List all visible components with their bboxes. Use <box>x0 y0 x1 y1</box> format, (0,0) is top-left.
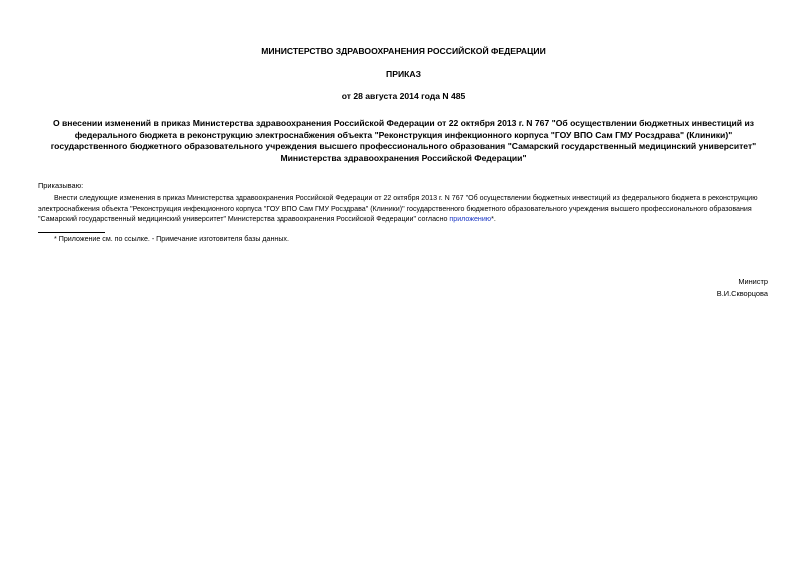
footnote-marker: *. <box>491 215 496 224</box>
document-title-line: Министерства здравоохранения Российской Федерации" <box>280 152 527 163</box>
document-title <box>30 118 777 164</box>
document-title-line: государственного бюджетного образовательного учреждения высшего профессионального образования "Самарский государственный медицинский университет" <box>50 141 757 152</box>
document-type-heading: ПРИКАЗ <box>386 69 421 79</box>
document-title-line: О внесении изменений в приказ Министерства здравоохранения Российской Федерации от 22 октября 2013 г. N 767 "Об осуществлении бюджетных инвестиций из <box>52 118 755 128</box>
footnote-divider <box>38 232 105 233</box>
signer-name: В.И.Скворцова <box>716 288 768 298</box>
order-body-text: "Самарский государственный медицинский университет" Министерства здравоохранения Российской Федерации" согласно <box>38 215 450 224</box>
document-title-line: федерального бюджета в реконструкцию электроснабжения объекта "Реконструкция инфекционного корпуса "ГОУ ВПО Сам ГМУ Росздрава" (Клиники)" <box>74 129 733 140</box>
order-body-line <box>38 214 772 225</box>
ministry-heading: МИНИСТЕРСТВО ЗДРАВООХРАНЕНИЯ РОССИЙСКОЙ ФЕДЕРАЦИИ <box>261 46 546 56</box>
order-body-line: Внести следующие изменения в приказ Министерства здравоохранения Российской Федерации от 22 октября 2013 г. N 767 "Об осуществлении бюджетных инвестиций из федерального бюджета в реконструкцию <box>54 194 758 202</box>
order-intro: Приказываю: <box>38 181 84 190</box>
order-body-line: электроснабжения объекта "Реконструкция инфекционного корпуса "ГОУ ВПО Сам ГМУ Росздрава" (Клиники)" государственного бюджетного образовательного учреждения высшего профессионального образования <box>38 204 752 213</box>
appendix-link[interactable]: приложению <box>449 215 492 224</box>
signature-block <box>717 276 768 299</box>
document-date-number: от 28 августа 2014 года N 485 <box>341 91 466 101</box>
order-body <box>38 193 772 225</box>
footnote-text: * Приложение см. по ссылке. - Примечание изготовителя базы данных. <box>54 235 289 243</box>
signer-title: Министр <box>738 277 768 286</box>
